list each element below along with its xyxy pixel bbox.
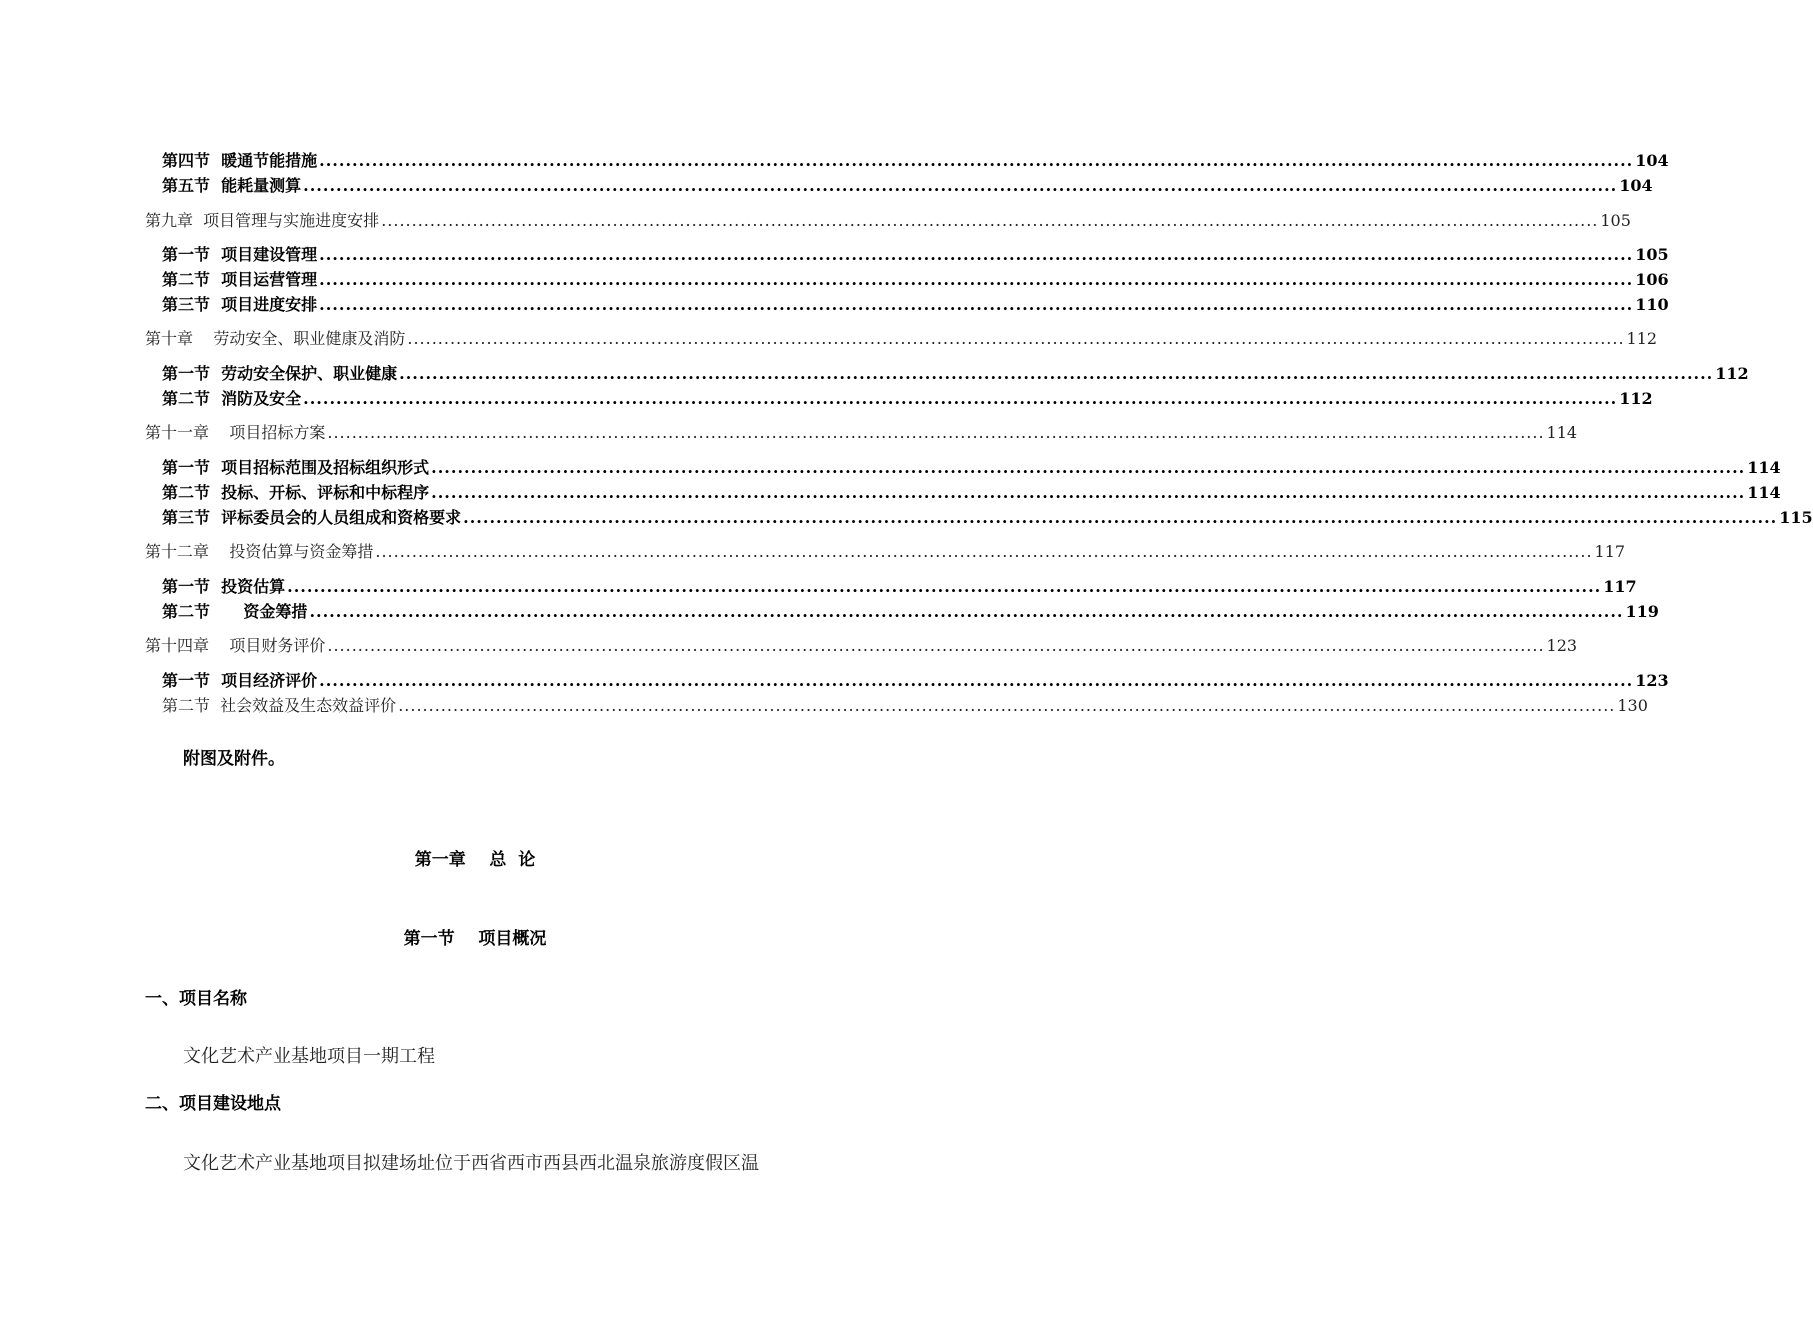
toc-entry-title: 第一节 项目招标范围及招标组织形式 <box>162 458 430 477</box>
toc-entry-page: 104 <box>1635 151 1669 170</box>
toc-entry[interactable] <box>162 670 1669 692</box>
toc-entry-page: 105 <box>1600 211 1631 230</box>
toc-leader: ........................................................................................................................................................................................................ <box>319 245 1634 264</box>
toc-entry-title: 第十四章 项目财务评价 <box>145 636 326 655</box>
project-name-text: 文化艺术产业基地项目一期工程 <box>183 1046 435 1067</box>
toc-leader: ........................................................................................................................................................................................................ <box>327 423 1545 442</box>
toc-leader: ........................................................................................................................................................................................................ <box>309 602 1624 621</box>
toc-leader: ........................................................................................................................................................................................................ <box>327 636 1545 655</box>
toc-entry[interactable] <box>162 150 1669 172</box>
toc-entry-title: 第四节 暖通节能措施 <box>162 151 318 170</box>
toc-leader: ........................................................................................................................................................................................................ <box>319 295 1634 314</box>
toc-entry[interactable] <box>162 482 1781 504</box>
toc-entry-title: 第十二章 投资估算与资金筹措 <box>145 542 374 561</box>
toc-entry[interactable] <box>145 422 1578 444</box>
toc-entry-page: 112 <box>1715 364 1749 383</box>
toc-entry[interactable] <box>162 388 1653 410</box>
toc-entry[interactable] <box>162 244 1669 266</box>
toc-leader: ........................................................................................................................................................................................................ <box>463 508 1778 527</box>
toc-leader: ........................................................................................................................................................................................................ <box>319 270 1634 289</box>
toc-entry[interactable] <box>162 507 1813 529</box>
toc-entry-page: 130 <box>1617 696 1648 715</box>
toc-leader: ........................................................................................................................................................................................................ <box>381 211 1599 230</box>
toc-entry[interactable] <box>162 363 1749 385</box>
toc-leader: ........................................................................................................................................................................................................ <box>303 389 1618 408</box>
toc-entry[interactable] <box>145 635 1578 657</box>
toc-entry-title: 第二节 资金筹措 <box>162 602 308 621</box>
toc-entry[interactable] <box>162 576 1637 598</box>
toc-entry-page: 123 <box>1635 671 1669 690</box>
chapter-title: 第一章 总 论 <box>414 850 536 870</box>
toc-entry-page: 112 <box>1626 329 1658 348</box>
toc-entry[interactable] <box>162 175 1653 197</box>
toc-entry-title: 第一节 项目建设管理 <box>162 245 318 264</box>
toc-entry-title: 第一节 劳动安全保护、职业健康 <box>162 364 398 383</box>
toc-leader: ........................................................................................................................................................................................................ <box>399 364 1714 383</box>
toc-entry-title: 第二节 投标、开标、评标和中标程序 <box>162 483 430 502</box>
toc-entry-page: 117 <box>1594 542 1626 561</box>
project-location-text: 文化艺术产业基地项目拟建场址位于西省西市西县西北温泉旅游度假区温 <box>183 1153 759 1174</box>
toc-entry-title: 第十章 劳动安全、职业健康及消防 <box>145 329 406 348</box>
toc-entry-page: 114 <box>1747 483 1781 502</box>
toc-entry[interactable] <box>162 601 1659 623</box>
toc-entry-page: 104 <box>1619 176 1653 195</box>
toc-leader: ........................................................................................................................................................................................................ <box>375 542 1593 561</box>
toc-leader: ........................................................................................................................................................................................................ <box>303 176 1618 195</box>
toc-entry-page: 114 <box>1747 458 1781 477</box>
toc-entry-title: 第十一章 项目招标方案 <box>145 423 326 442</box>
toc-entry[interactable] <box>162 269 1669 291</box>
toc-leader: ........................................................................................................................................................................................................ <box>431 458 1746 477</box>
toc-leader: ........................................................................................................................................................................................................ <box>319 671 1634 690</box>
toc-entry-title: 第一节 项目经济评价 <box>162 671 318 690</box>
toc-entry[interactable] <box>162 457 1781 479</box>
toc-entry[interactable] <box>145 210 1631 232</box>
toc-entry[interactable] <box>145 328 1658 350</box>
item-heading-project-name: 一、项目名称 <box>145 989 247 1009</box>
toc-leader: ........................................................................................................................................................................................................ <box>287 577 1602 596</box>
toc-leader: ........................................................................................................................................................................................................ <box>431 483 1746 502</box>
toc-entry[interactable] <box>145 541 1626 563</box>
toc-entry-title: 第九章 项目管理与实施进度安排 <box>145 211 380 230</box>
toc-entry-page: 123 <box>1546 636 1578 655</box>
toc-entry-title: 第二节 消防及安全 <box>162 389 302 408</box>
toc-entry-page: 115 <box>1779 508 1813 527</box>
toc-entry-page: 114 <box>1546 423 1578 442</box>
section-title: 第一节 项目概况 <box>403 929 547 949</box>
toc-entry-title: 第五节 能耗量测算 <box>162 176 302 195</box>
item-heading-project-location: 二、项目建设地点 <box>145 1094 281 1114</box>
toc-entry-page: 119 <box>1625 602 1659 621</box>
toc-entry-page: 110 <box>1635 295 1669 314</box>
toc-entry[interactable] <box>162 695 1648 717</box>
toc-entry-title: 第三节 项目进度安排 <box>162 295 318 314</box>
toc-entry-page: 117 <box>1603 577 1637 596</box>
toc-leader: ........................................................................................................................................................................................................ <box>319 151 1634 170</box>
toc-entry-page: 106 <box>1635 270 1669 289</box>
toc-leader: ........................................................................................................................................................................................................ <box>407 329 1625 348</box>
toc-entry-title: 第二节 项目运营管理 <box>162 270 318 289</box>
toc-leader: ........................................................................................................................................................................................................ <box>398 696 1616 715</box>
toc-entry-title: 第二节 社会效益及生态效益评价 <box>162 696 397 715</box>
toc-entry-page: 105 <box>1635 245 1669 264</box>
toc-entry[interactable] <box>162 294 1669 316</box>
toc-entry-page: 112 <box>1619 389 1653 408</box>
appendix-note: 附图及附件。 <box>183 749 285 769</box>
toc-entry-title: 第三节 评标委员会的人员组成和资格要求 <box>162 508 462 527</box>
toc-entry-title: 第一节 投资估算 <box>162 577 286 596</box>
